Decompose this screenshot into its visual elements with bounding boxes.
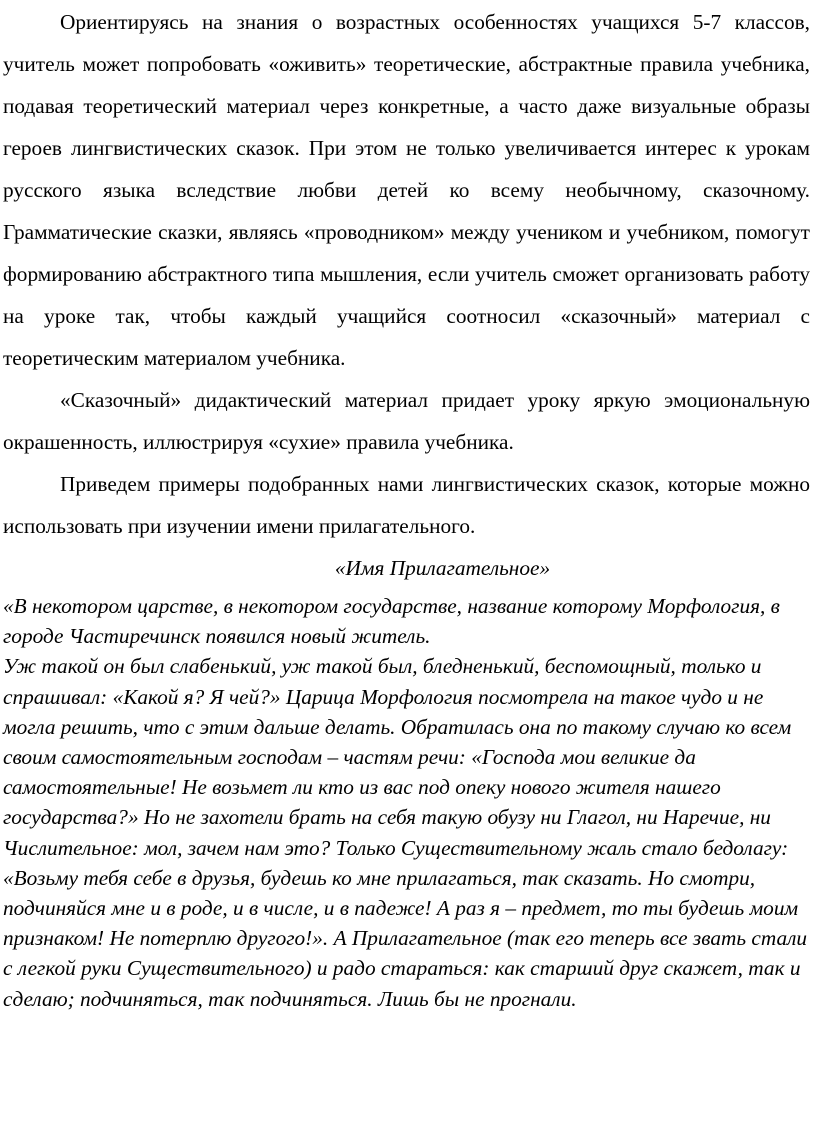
tale-text: [3, 591, 810, 1014]
paragraph-examples: Приведем примеры подобранных нами лингвистических сказок, которые можно использовать при изучении имени прилагательного.: [3, 472, 810, 538]
paragraph-intro: Ориентируясь на знания о возрастных особенностях учащихся 5-7 классов, учитель может попробовать «оживить» теоретические, абстрактные правила учебника, подавая теоретический материал через конкретные, а часто даже визуальные образы героев лингвистических сказок. При этом не только увеличивается интерес к урокам русского языка вследствие любви детей ко всему необычному, сказочному. Грамматические сказки, являясь «проводником» между учеником и учебником, помогут формированию абстрактного типа мышления, если учитель сможет организовать работу на уроке так, чтобы каждый учащийся соотносил «сказочный» материал с теоретическим материалом учебника.: [3, 10, 810, 370]
tale-line-story: Уж такой он был слабенький, уж такой был, бледненький, беспомощный, только и спрашивал: «Какой я? Я чей?» Царица Морфология посмотрела на такое чудо и не могла решить, что с этим дальше делать. Обратилась она по такому случаю ко всем своим самостоятельным господам – частям речи: «Господа мои великие да самостоятельные! Не возьмет ли кто из вас под опеку нового жителя нашего государства?» Но не захотели брать на себя такую обузу ни Глагол, ни Наречие, ни Числительное: мол, зачем нам это? Только Существительному жаль стало бедолагу: «Возьму тебя себе в друзья, будешь ко мне прилагаться, так сказать. Но смотри, подчиняйся мне и в роде, и в числе, и в падеже! А раз я – предмет, то ты будешь моим признаком! Не потерплю другого!». А Прилагательное (так его теперь все звать стали с легкой руки Существительного) и радо стараться: как старший друг скажет, так и сделаю; подчиняться, так подчиняться. Лишь бы не прогнали.: [3, 654, 808, 1011]
tale-title: «Имя Прилагательное»: [334, 556, 551, 580]
tale-line-opening: «В некотором царстве, в некотором государстве, название которому Морфология, в городе Частиречинск появился новый житель.: [3, 594, 780, 649]
paragraph-didactic: «Сказочный» дидактический материал придает уроку яркую эмоциональную окрашенность, иллюстрируя «сухие» правила учебника.: [3, 388, 810, 454]
